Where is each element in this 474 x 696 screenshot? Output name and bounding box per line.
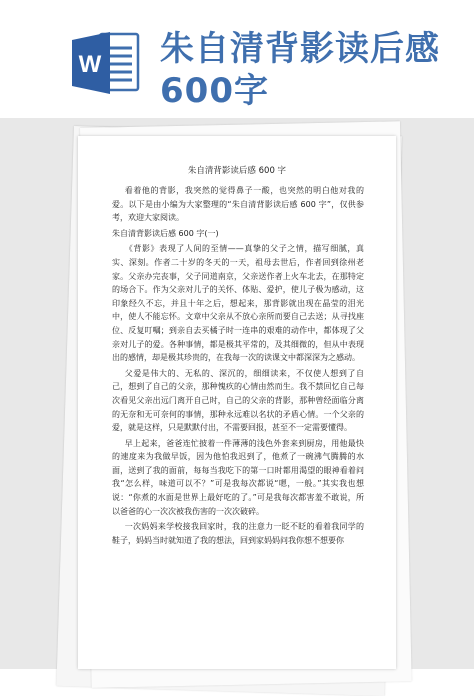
svg-text:W: W <box>78 51 102 78</box>
document-page <box>78 136 396 669</box>
header-banner <box>0 0 474 118</box>
body-paragraph: 一次妈妈来学校接我回家时，我的注意力一眨不眨的看着我同学的鞋子，妈妈当时就知道了我的想法，回到家妈妈问我你想不想要你 <box>112 522 364 545</box>
body-paragraph: 父爱是伟大的、无私的、深沉的，细细读来，不仅使人想到了自己，想到了自己的父亲，那种愧疚的心情由然而生。我不禁回忆自己每次看见父亲出远门离开自己时，自己的父亲的背影，那种曾经面临分离的无奈和无可奈何的事情，那种永远难以名状的矛盾心情。一个父亲的爱，就是这样，只是默默付出，不需要回报，甚至不一定需要懂得。 <box>112 368 364 433</box>
intro-paragraph: 看着他的背影，我突然的觉得鼻子一酸，也突然的明白他对我的爱。以下是由小编为大家整理的“朱自清背影读后感 600 字”，仅供参考，欢迎大家阅读。 <box>112 186 364 223</box>
page-title: 朱自清背影读后感600字 <box>160 29 440 111</box>
word-document-icon <box>70 30 142 96</box>
section-heading: 朱自清背影读后感 600 字(一) <box>112 228 219 238</box>
document-title: 朱自清背影读后感 600 字 <box>187 166 287 176</box>
body-paragraph: 早上起来，爸爸连忙披着一件薄薄的浅色外套来到厨房，用他最快的速度来为我做早饭，因为他怕我迟到了，他煮了一碗沸气腾腾的水面，送到了我的面前，每每当我吃下的第一口时都用渴望的眼神看着问我“怎么样，味道可以不？”可是我每次都说“嗯，一般。”其实我也想说：“你煮的水面是世界上最好吃的了。”可是我每次都害羞不敢说，所以爸爸的心一次次被我伤害的一次次破碎。 <box>112 438 364 516</box>
body-paragraph: 《背影》表现了人间的至情——真挚的父子之情，描写细腻，真实、深刻。作者二十岁的冬天的一天，祖母去世后，作者回到徐州老家。父亲办完丧事，父子同道南京，父亲送作者上火车北去，在那特定的场合下。作为父亲对儿子的关怀、体贴、爱护，使儿子极为感动，这印象经久不忘，并且十年之后，想起来，那背影就出现在晶莹的泪光中，使人不能忘怀。文章中父亲从不放心亲所而要自己去送；从寻找座位、反复叮嘱；到亲自去买橘子时一连串的艰难的动作中，都体现了父亲对儿子的爱。各种事情，都是极其平常的，及其细微的，但从中表现出的感情，却是极其珍贵的，在我每一次的读课文中都深深为之感动。 <box>112 244 364 363</box>
document-body <box>78 184 396 547</box>
